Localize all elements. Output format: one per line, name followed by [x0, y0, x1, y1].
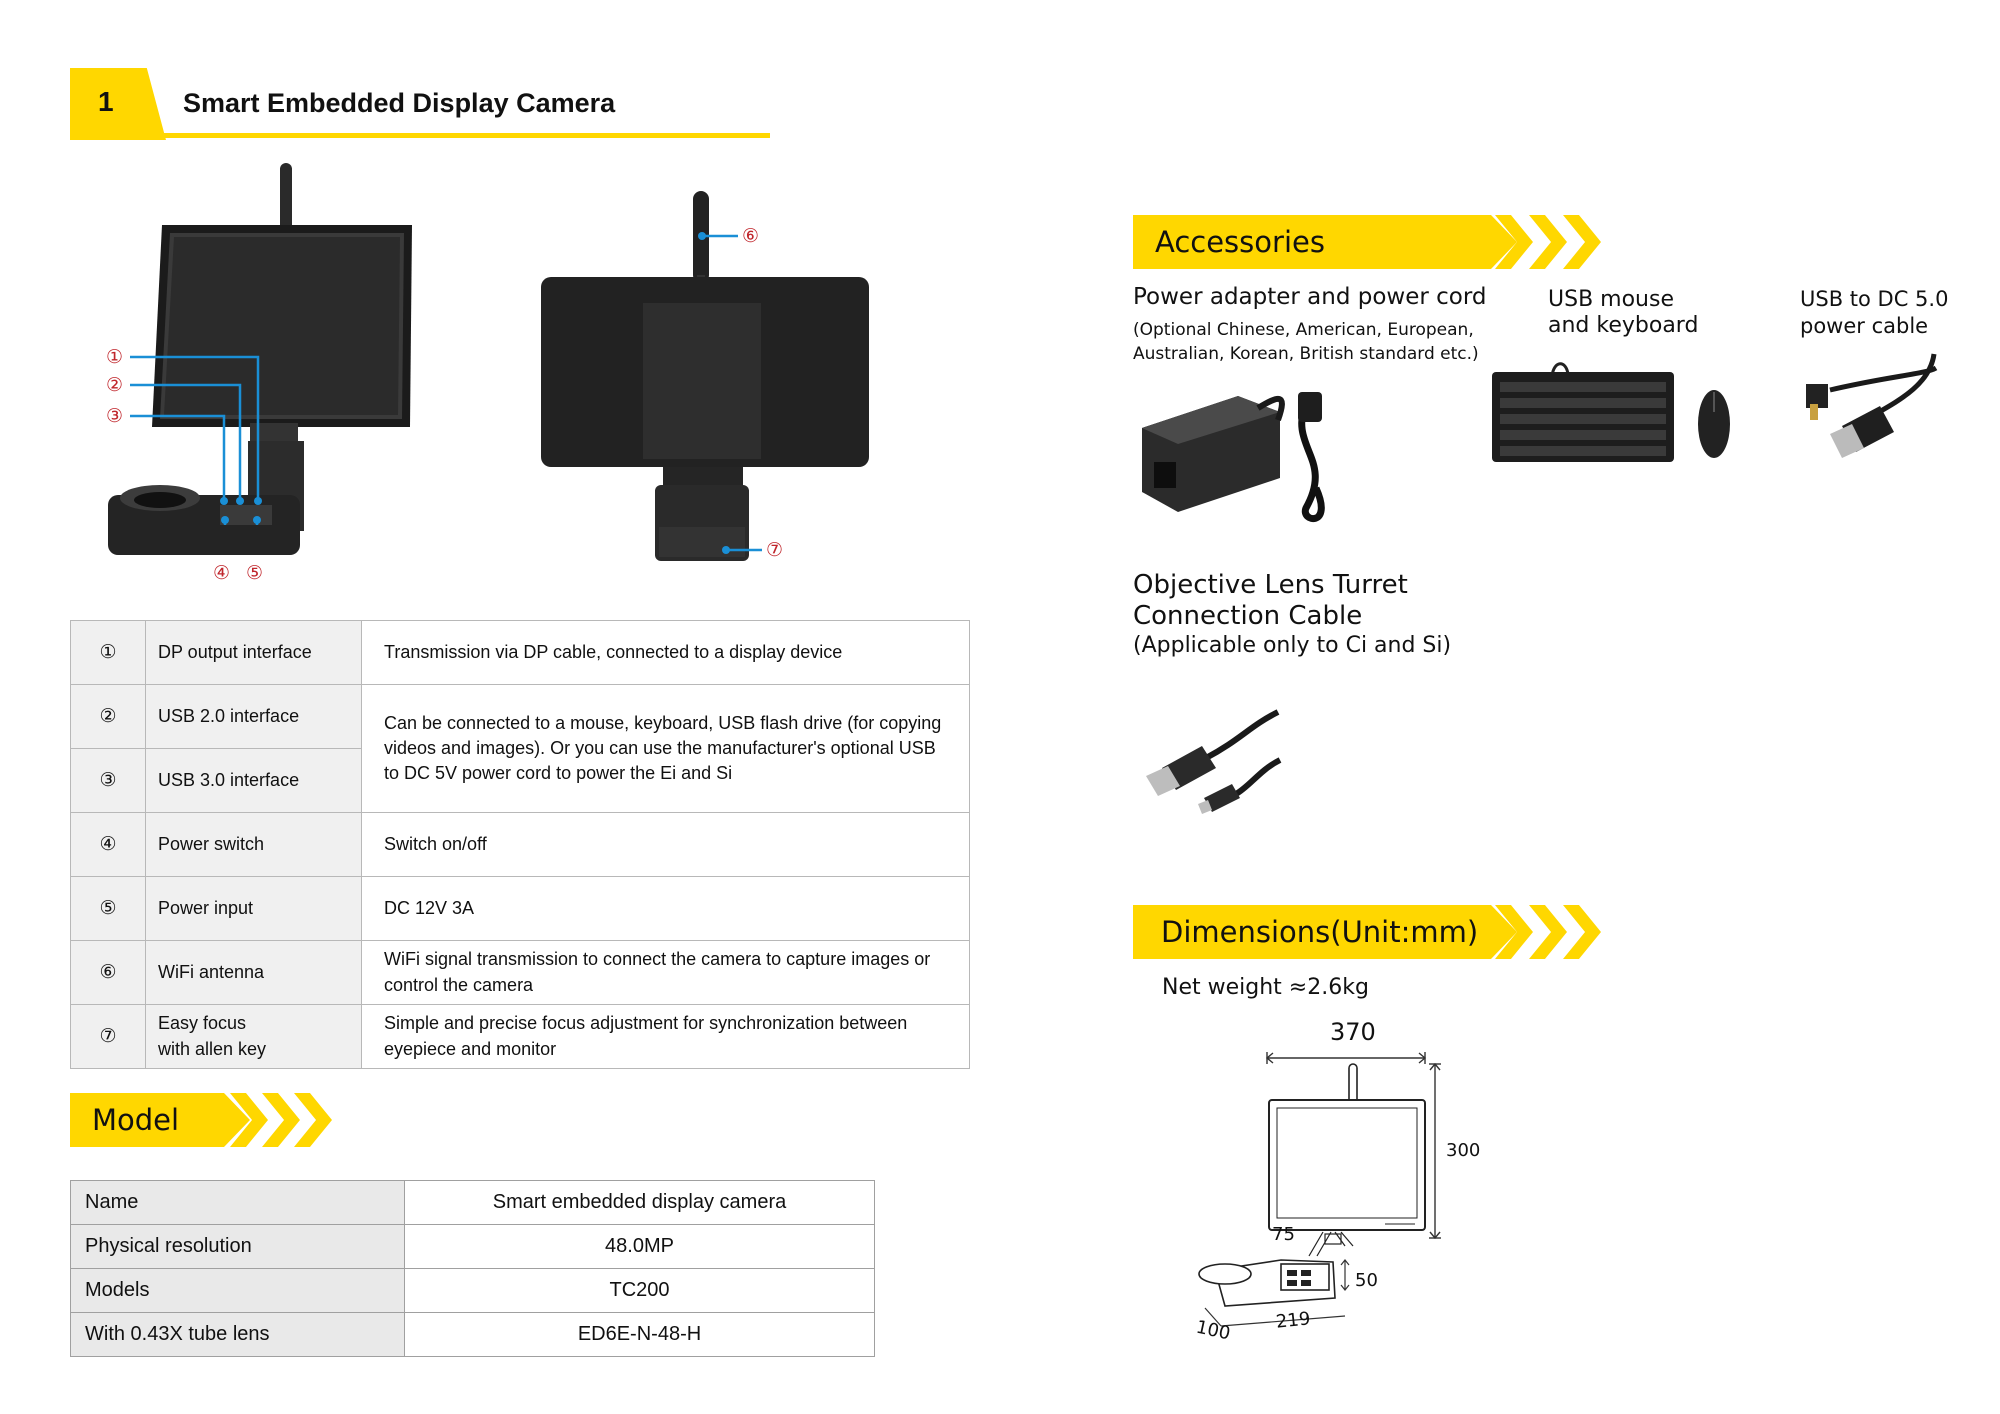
model-key: Models: [71, 1269, 405, 1313]
interface-name-line2: with allen key: [158, 1038, 267, 1059]
model-value: Smart embedded display camera: [405, 1181, 875, 1225]
table-row: [71, 877, 970, 941]
usb-dc-cable-label-line1: USB to DC 5.0: [1800, 287, 1949, 311]
dimension-50: 50: [1355, 1270, 1378, 1291]
section-number: 1: [98, 86, 114, 117]
dimension-219: 219: [1274, 1308, 1312, 1333]
interface-name: DP output interface: [146, 621, 362, 685]
interface-name: USB 3.0 interface: [146, 749, 362, 813]
table-row: [71, 621, 970, 685]
power-adapter-image: [1138, 388, 1358, 538]
table-row: [71, 1181, 875, 1225]
interface-description: Simple and precise focus adjustment for synchronization between eyepiece and monitor: [362, 1005, 970, 1069]
interface-name: USB 2.0 interface: [146, 685, 362, 749]
interface-description: DC 12V 3A: [362, 877, 970, 941]
row-number: ④: [71, 813, 146, 877]
model-key: With 0.43X tube lens: [71, 1313, 405, 1357]
callout-5: ⑤: [246, 562, 264, 584]
model-key: Physical resolution: [71, 1225, 405, 1269]
model-banner: [70, 1093, 340, 1147]
model-key: Name: [71, 1181, 405, 1225]
interface-description: WiFi signal transmission to connect the camera to capture images or control the camera: [362, 941, 970, 1005]
table-row: [71, 1269, 875, 1313]
interface-name: Power input: [146, 877, 362, 941]
interface-description: Transmission via DP cable, connected to a display device: [362, 621, 970, 685]
model-value: TC200: [405, 1269, 875, 1313]
section-number-tab: [70, 68, 166, 140]
turret-cable-title-line1: Objective Lens Turret: [1133, 570, 1408, 600]
dimensions-title: Dimensions(Unit:mm): [1161, 915, 1479, 949]
power-adapter-note-line1: (Optional Chinese, American, European,: [1133, 320, 1474, 340]
usb-keyboard-mouse-image: [1492, 356, 1742, 466]
callout-7: ⑦: [766, 539, 784, 561]
table-row: [71, 1313, 875, 1357]
dimension-height: 300: [1446, 1140, 1481, 1161]
dimension-drawing: [1185, 1050, 1505, 1350]
usb-dc-cable-image: [1790, 344, 1940, 474]
dimension-width: 370: [1330, 1018, 1376, 1046]
usb-mouse-label-line2: and keyboard: [1548, 313, 1699, 338]
dimensions-banner: [1133, 905, 1603, 959]
interface-name: WiFi antenna: [146, 941, 362, 1005]
accessories-banner: [1133, 215, 1603, 269]
row-number: ③: [71, 749, 146, 813]
callout-3: ③: [106, 405, 124, 427]
interface-description: Switch on/off: [362, 813, 970, 877]
interface-spec-table: [70, 620, 970, 1069]
accessories-title: Accessories: [1155, 225, 1325, 259]
row-number: ①: [71, 621, 146, 685]
table-row: [71, 685, 970, 749]
turret-cable-image: [1140, 706, 1290, 826]
callout-4: ④: [213, 562, 231, 584]
section-title: Smart Embedded Display Camera: [183, 88, 616, 118]
row-number: ⑥: [71, 941, 146, 1005]
table-row: [71, 1225, 875, 1269]
usb-mouse-label-line1: USB mouse: [1548, 287, 1674, 312]
table-row: [71, 1005, 970, 1069]
interface-name: Power switch: [146, 813, 362, 877]
row-number: ⑦: [71, 1005, 146, 1069]
interface-description: Can be connected to a mouse, keyboard, USB flash drive (for copying videos and images). Or you can use the manufacturer's optional USB to DC 5V power cord to power the Ei and Si: [362, 685, 970, 813]
row-number: ⑤: [71, 877, 146, 941]
table-row: [71, 813, 970, 877]
power-adapter-note-line2: Australian, Korean, British standard etc.): [1133, 344, 1479, 364]
table-row: [71, 941, 970, 1005]
turret-cable-title-line2: Connection Cable: [1133, 601, 1363, 631]
section-underline: [70, 133, 770, 138]
callout-2: ②: [106, 374, 124, 396]
callout-6: ⑥: [742, 225, 760, 247]
net-weight-label: Net weight ≈2.6kg: [1162, 975, 1369, 1000]
dimension-75: 75: [1272, 1224, 1295, 1245]
model-value: 48.0MP: [405, 1225, 875, 1269]
back-callout-lines: [700, 220, 780, 560]
interface-name: [146, 1005, 362, 1069]
turret-cable-note: (Applicable only to Ci and Si): [1133, 633, 1452, 658]
callout-1: ①: [106, 346, 124, 368]
model-title: Model: [92, 1103, 180, 1137]
model-value: ED6E-N-48-H: [405, 1313, 875, 1357]
power-adapter-title: Power adapter and power cord: [1133, 284, 1487, 310]
usb-dc-cable-label-line2: power cable: [1800, 314, 1929, 338]
front-callout-lines: [100, 340, 300, 540]
interface-name-line1: Easy focus: [158, 1013, 247, 1034]
row-number: ②: [71, 685, 146, 749]
model-table: [70, 1180, 875, 1357]
dimension-100: 100: [1194, 1316, 1233, 1345]
